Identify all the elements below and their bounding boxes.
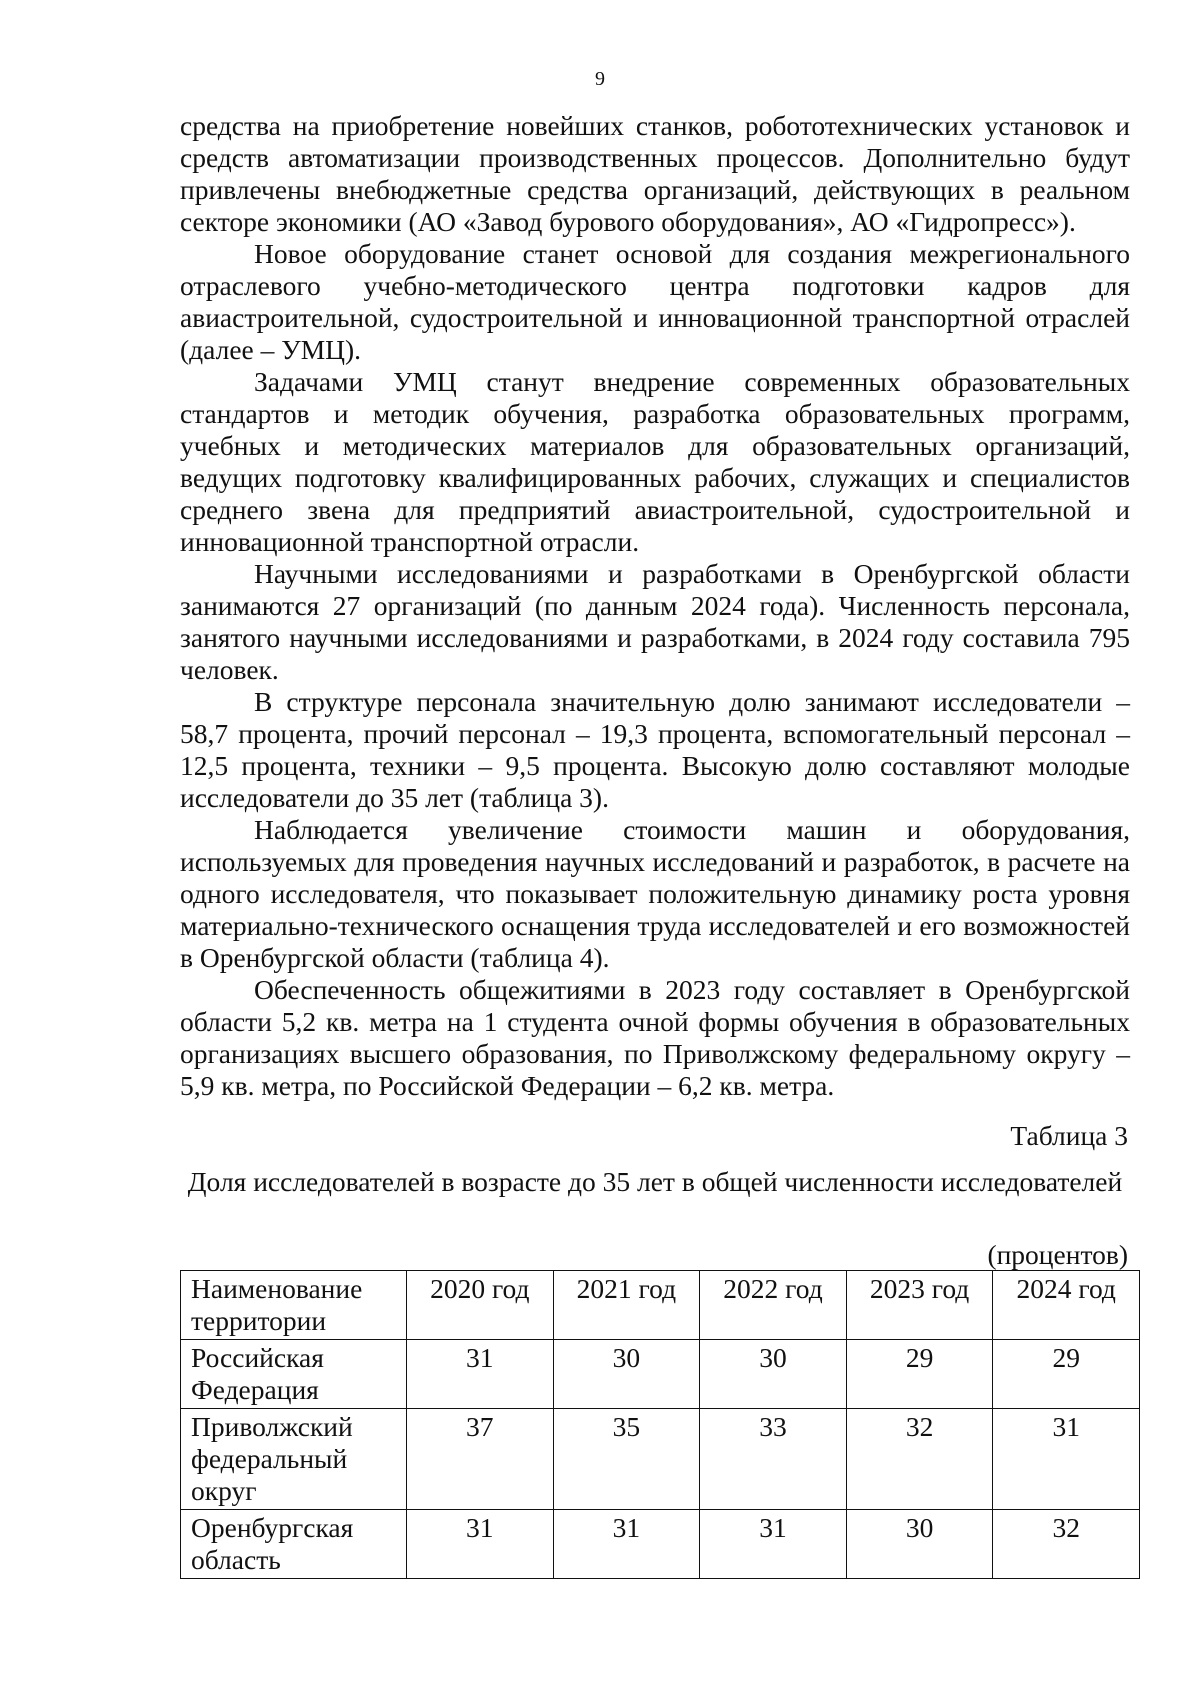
paragraph-umc-intro: Новое оборудование станет основой для создания межрегионального отраслевого учебно-методического центра подготовки кадров для авиастроительной, судостроительной и инновационной транспортной отраслей (далее – УМЦ). (180, 238, 1130, 365)
table-cell: 32 (846, 1409, 993, 1510)
table-cell: 32 (993, 1510, 1140, 1579)
table-cell: 31 (993, 1409, 1140, 1510)
table-row (181, 1340, 1140, 1409)
row-territory-name: Приволжский федеральный округ (181, 1409, 407, 1510)
header-territory: Наименование территории (181, 1271, 407, 1340)
table-cell: 30 (846, 1510, 993, 1579)
header-year: 2021 год (553, 1271, 700, 1340)
table-row (181, 1409, 1140, 1510)
paragraph-staff-structure: В структуре персонала значительную долю занимают исследователи – 58,7 процента, прочий персонал – 19,3 процента, вспомогательный персонал – 12,5 процента, техники – 9,5 процента. Высокую долю составляют молодые исследователи до 35 лет (таблица 3). (180, 686, 1130, 813)
researchers-table (180, 1270, 1140, 1579)
table-cell: 30 (700, 1340, 847, 1409)
row-territory-name: Российская Федерация (181, 1340, 407, 1409)
table-units: (процентов) (987, 1239, 1128, 1270)
table-cell: 29 (993, 1340, 1140, 1409)
table-cell: 30 (553, 1340, 700, 1409)
table-cell: 35 (553, 1409, 700, 1510)
table-cell: 37 (407, 1409, 554, 1510)
header-year: 2020 год (407, 1271, 554, 1340)
paragraph-continuation: средства на приобретение новейших станков, робототехнических установок и средств автоматизации производственных процессов. Дополнительно будут привлечены внебюджетные средства организаций, действующих в реальном секторе экономики (АО «Завод бурового оборудования», АО «Гидропресс»). (180, 110, 1130, 237)
page-number: 9 (595, 68, 605, 90)
header-year: 2022 год (700, 1271, 847, 1340)
paragraph-umc-tasks: Задачами УМЦ станут внедрение современных образовательных стандартов и методик обучения, разработка образовательных программ, учебных и методических материалов для образовательных организаций, ведущих подготовку квалифицированных рабочих, служащих и специалистов среднего звена для предприятий авиастроительной, судостроительной и инновационной транспортной отрасли. (180, 366, 1130, 557)
row-territory-name: Оренбургская область (181, 1510, 407, 1579)
table-cell: 29 (846, 1340, 993, 1409)
paragraph-equipment: Наблюдается увеличение стоимости машин и оборудования, используемых для проведения научных исследований и разработок, в расчете на одного исследователя, что показывает положительную динамику роста уровня материально-технического оснащения труда исследователей и его возможностей в Оренбургской области (таблица 4). (180, 814, 1130, 973)
table-cell: 31 (700, 1510, 847, 1579)
table-cell: 31 (407, 1510, 554, 1579)
paragraph-dormitories: Обеспеченность общежитиями в 2023 году составляет в Оренбургской области 5,2 кв. метра на 1 студента очной формы обучения в образовательных организациях высшего образования, по Приволжскому федеральному округу – 5,9 кв. метра, по Российской Федерации – 6,2 кв. метра. (180, 974, 1130, 1101)
header-year: 2024 год (993, 1271, 1140, 1340)
table-label: Таблица 3 (1010, 1120, 1128, 1151)
paragraph-research-orgs: Научными исследованиями и разработками в Оренбургской области занимаются 27 организаций (по данным 2024 года). Численность персонала, занятого научными исследованиями и разработками, в 2024 году составила 795 человек. (180, 558, 1130, 685)
table-title: Доля исследователей в возрасте до 35 лет в общей численности исследователей (187, 1166, 1123, 1197)
table-cell: 31 (553, 1510, 700, 1579)
table-row (181, 1510, 1140, 1579)
body-text (180, 110, 1130, 1102)
table-header-row (181, 1271, 1140, 1340)
table-cell: 31 (407, 1340, 554, 1409)
table-cell: 33 (700, 1409, 847, 1510)
header-year: 2023 год (846, 1271, 993, 1340)
